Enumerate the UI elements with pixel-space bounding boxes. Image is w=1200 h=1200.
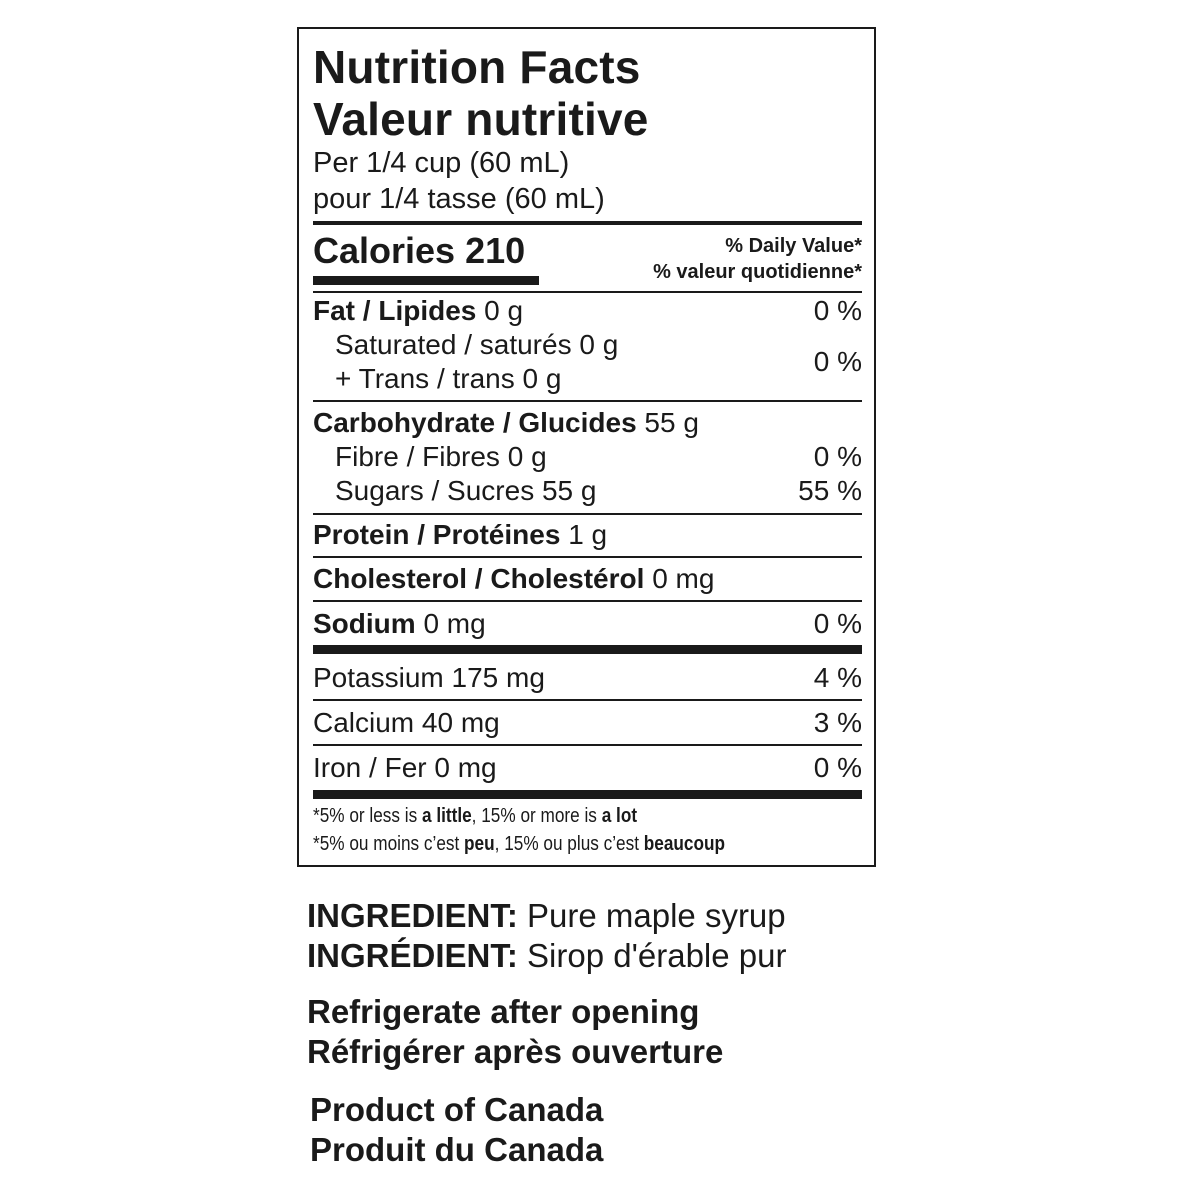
nutrient-percent: 3 % [813,707,862,738]
footnote-french: *5% ou moins c’est peu, 15% ou plus c’est beaucoup [313,833,726,855]
ingredient-label: INGREDIENT: [307,897,518,934]
nutrient-name: Iron / Fer [313,752,427,783]
nutrient-percent: 0 % [813,752,862,783]
divider [313,600,862,602]
footnote-english: *5% or less is a little, 15% or more is a lot [313,805,638,827]
daily-value-header-english: % Daily Value* [725,235,862,257]
origin-english: Product of Canada [310,1091,604,1128]
nutrient-row-sodium [313,607,862,641]
calories-value: 210 [465,230,526,271]
nutrient-row-protein [313,518,862,552]
nutrient-amount: 40 mg [421,707,500,738]
ingredient-value: Pure maple syrup [527,897,786,934]
nutrient-name: Sugars / Sucres [335,475,535,506]
calories [313,229,525,273]
divider [313,221,862,225]
nutrient-name: Carbohydrate / Glucides [313,407,637,438]
daily-value-header-french: % valeur quotidienne* [653,261,862,283]
nutrient-percent: 4 % [813,662,862,693]
nutrient-name: + Trans / trans [335,363,515,394]
nutrient-amount: 55 g [644,407,699,438]
nutrient-row-calcium [313,706,862,740]
nutrient-row-potassium [313,661,862,695]
nutrient-percent: 0 % [813,295,862,326]
divider [313,400,862,402]
nutrient-percent: 0 % [813,608,862,639]
divider [313,744,862,746]
nutrient-amount: 0 mg [423,608,486,639]
title-french: Valeur nutritive [313,93,649,145]
divider [313,513,862,515]
nutrient-name: Potassium [313,662,444,693]
storage-french: Réfrigérer après ouverture [307,1033,724,1070]
nutrient-row-trans [313,362,862,396]
nutrient-row-carbohydrate [313,406,862,440]
nutrient-name: Sodium [313,608,416,639]
nutrient-name: Calcium [313,707,415,738]
nutrient-name: Fat / Lipides [313,295,477,326]
divider [313,556,862,558]
nutrient-name: Protein / Protéines [313,519,561,550]
nutrition-facts-panel [297,27,876,867]
serving-size-french: pour 1/4 tasse (60 mL) [313,183,605,215]
ingredient-english [307,896,786,936]
calories-label: Calories [313,230,456,271]
nutrient-row-fat [313,294,862,328]
nutrient-row-sugars [313,474,862,508]
nutrient-row-cholesterol [313,562,862,596]
ingredient-label: INGRÉDIENT: [307,937,518,974]
serving-size-english: Per 1/4 cup (60 mL) [313,147,570,179]
nutrient-percent: 55 % [798,475,862,506]
nutrient-amount: 55 g [541,475,597,506]
calories-underline [313,276,539,285]
nutrient-name: Saturated / saturés [335,329,572,360]
storage-english: Refrigerate after opening [307,993,700,1030]
nutrient-amount: 0 g [507,441,547,472]
nutrient-row-fibre [313,440,862,474]
nutrient-amount: 0 g [484,295,524,326]
ingredient-value: Sirop d'érable pur [527,937,787,974]
ingredient-french [307,936,786,976]
nutrient-row-iron [313,751,862,785]
nutrient-percent: 0 % [813,441,862,472]
nutrient-name: Fibre / Fibres [335,441,500,472]
nutrient-percent: 0 % [813,346,862,377]
nutrient-amount: 0 g [579,329,619,360]
divider-thick [313,645,862,654]
nutrient-name: Cholesterol / Cholestérol [313,563,645,594]
nutrient-amount: 0 mg [652,563,715,594]
divider [313,291,862,293]
origin-french: Produit du Canada [310,1131,604,1168]
title-english: Nutrition Facts [313,41,641,93]
nutrient-amount: 1 g [568,519,608,550]
divider [313,699,862,701]
divider-thick [313,790,862,799]
nutrient-amount: 0 g [522,363,562,394]
nutrient-amount: 175 mg [451,662,545,693]
nutrient-amount: 0 mg [434,752,497,783]
